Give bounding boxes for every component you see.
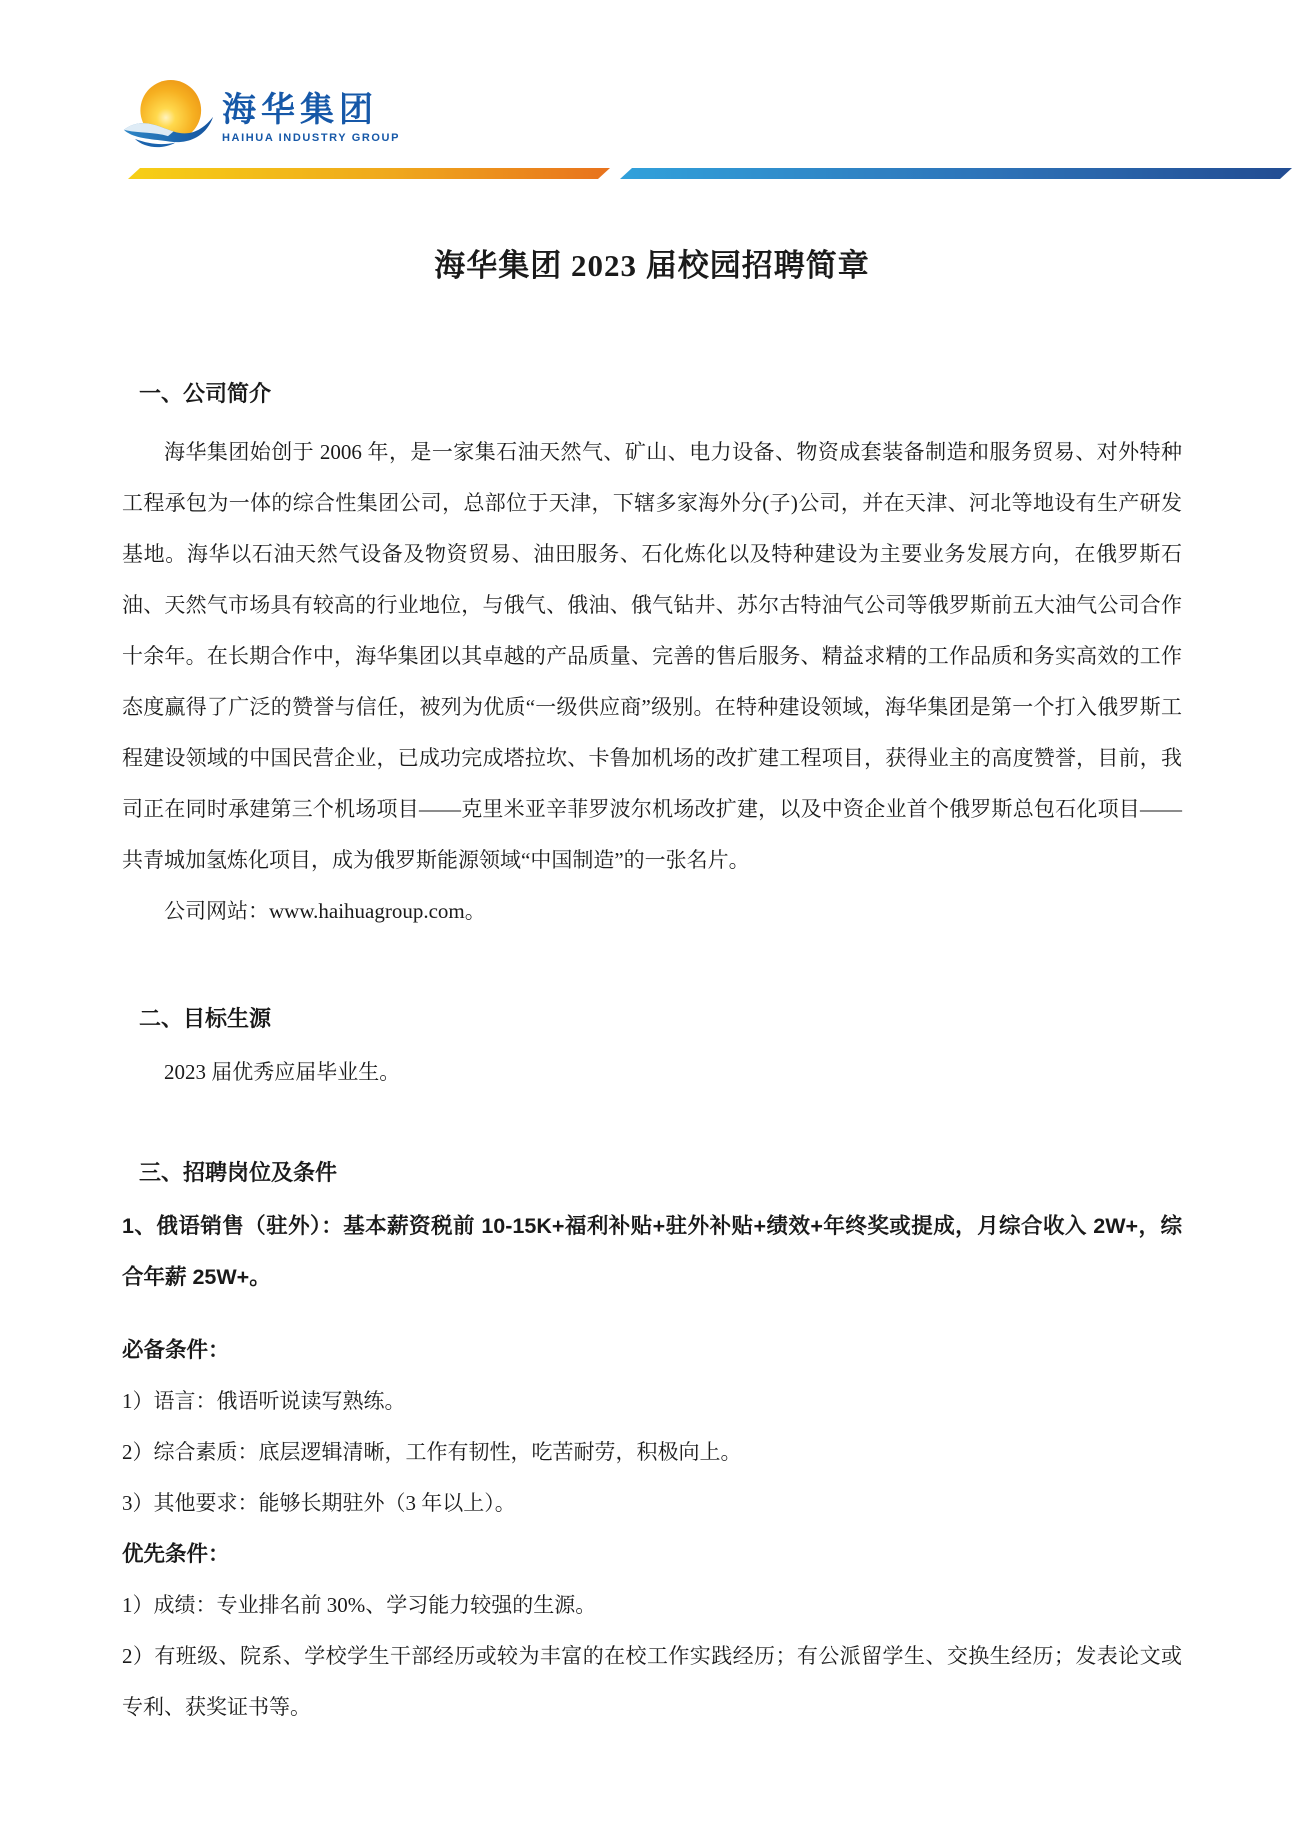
preferred-item: 1）成绩：专业排名前 30%、学习能力较强的生源。 bbox=[122, 1592, 597, 1617]
preferred-conditions-label: 优先条件： bbox=[122, 1541, 230, 1566]
section-heading-target-students: 二、目标生源 bbox=[139, 1006, 272, 1031]
required-item: 1）语言：俄语听说读写熟练。 bbox=[122, 1388, 406, 1413]
position-salary-line: 1、俄语销售（驻外）：基本薪资税前 10-15K+福利补贴+驻外补贴+绩效+年终奖或提成，月综合收入 2W+，综合年薪 25W+。 bbox=[122, 1214, 1182, 1289]
page-title: 海华集团 2023 届校园招聘简章 bbox=[434, 248, 870, 283]
preferred-item: 2）有班级、院系、学校学生干部经历或较为丰富的在校工作实践经历；有公派留学生、交换生经历；发表论文或专利、获奖证书等。 bbox=[122, 1643, 1182, 1719]
required-item: 3）其他要求：能够长期驻外（3 年以上）。 bbox=[122, 1490, 516, 1515]
company-website-line: 公司网站：www.haihuagroup.com。 bbox=[164, 899, 486, 923]
required-item: 2）综合素质：底层逻辑清晰，工作有韧性，吃苦耐劳，积极向上。 bbox=[122, 1439, 742, 1464]
section-heading-company-intro: 一、公司简介 bbox=[139, 381, 272, 406]
company-intro-paragraph: 海华集团始创于 2006 年，是一家集石油天然气、矿山、电力设备、物资成套装备制造和服务贸易、对外特种工程承包为一体的综合性集团公司，总部位于天津，下辖多家海外分(子)公司，并在天津、河北等地设有生产研发基地。海华以石油天然气设备及物资贸易、油田服务、石化炼化以及特种建设为主要业务发展方向，在俄罗斯石油、天然气市场具有较高的行业地位，与俄气、俄油、俄气钻井、苏尔古特油气公司等俄罗斯前五大油气公司合作十余年。在长期合作中，海华集团以其卓越的产品质量、完善的售后服务、精益求精的工作品质和务实高效的工作态度赢得了广泛的赞誉与信任，被列为优质“一级供应商”级别。在特种建设领域，海华集团是第一个打入俄罗斯工程建设领域的中国民营企业，已成功完成塔拉坎、卡鲁加机场的改扩建工程项目，获得业主的高度赞誉，目前，我司正在同时承建第三个机场项目——克里米亚辛菲罗波尔机场改扩建，以及中资企业首个俄罗斯总包石化项目——共青城加氢炼化项目，成为俄罗斯能源领域“中国制造”的一张名片。 bbox=[122, 440, 1182, 872]
target-students-line: 2023 届优秀应届毕业生。 bbox=[164, 1060, 401, 1084]
section-heading-positions: 三、招聘岗位及条件 bbox=[139, 1160, 338, 1185]
logo-name-cn: 海华集团 bbox=[222, 91, 378, 129]
required-conditions-label: 必备条件： bbox=[122, 1337, 230, 1362]
logo-name-en: HAIHUA INDUSTRY GROUP bbox=[222, 132, 401, 144]
